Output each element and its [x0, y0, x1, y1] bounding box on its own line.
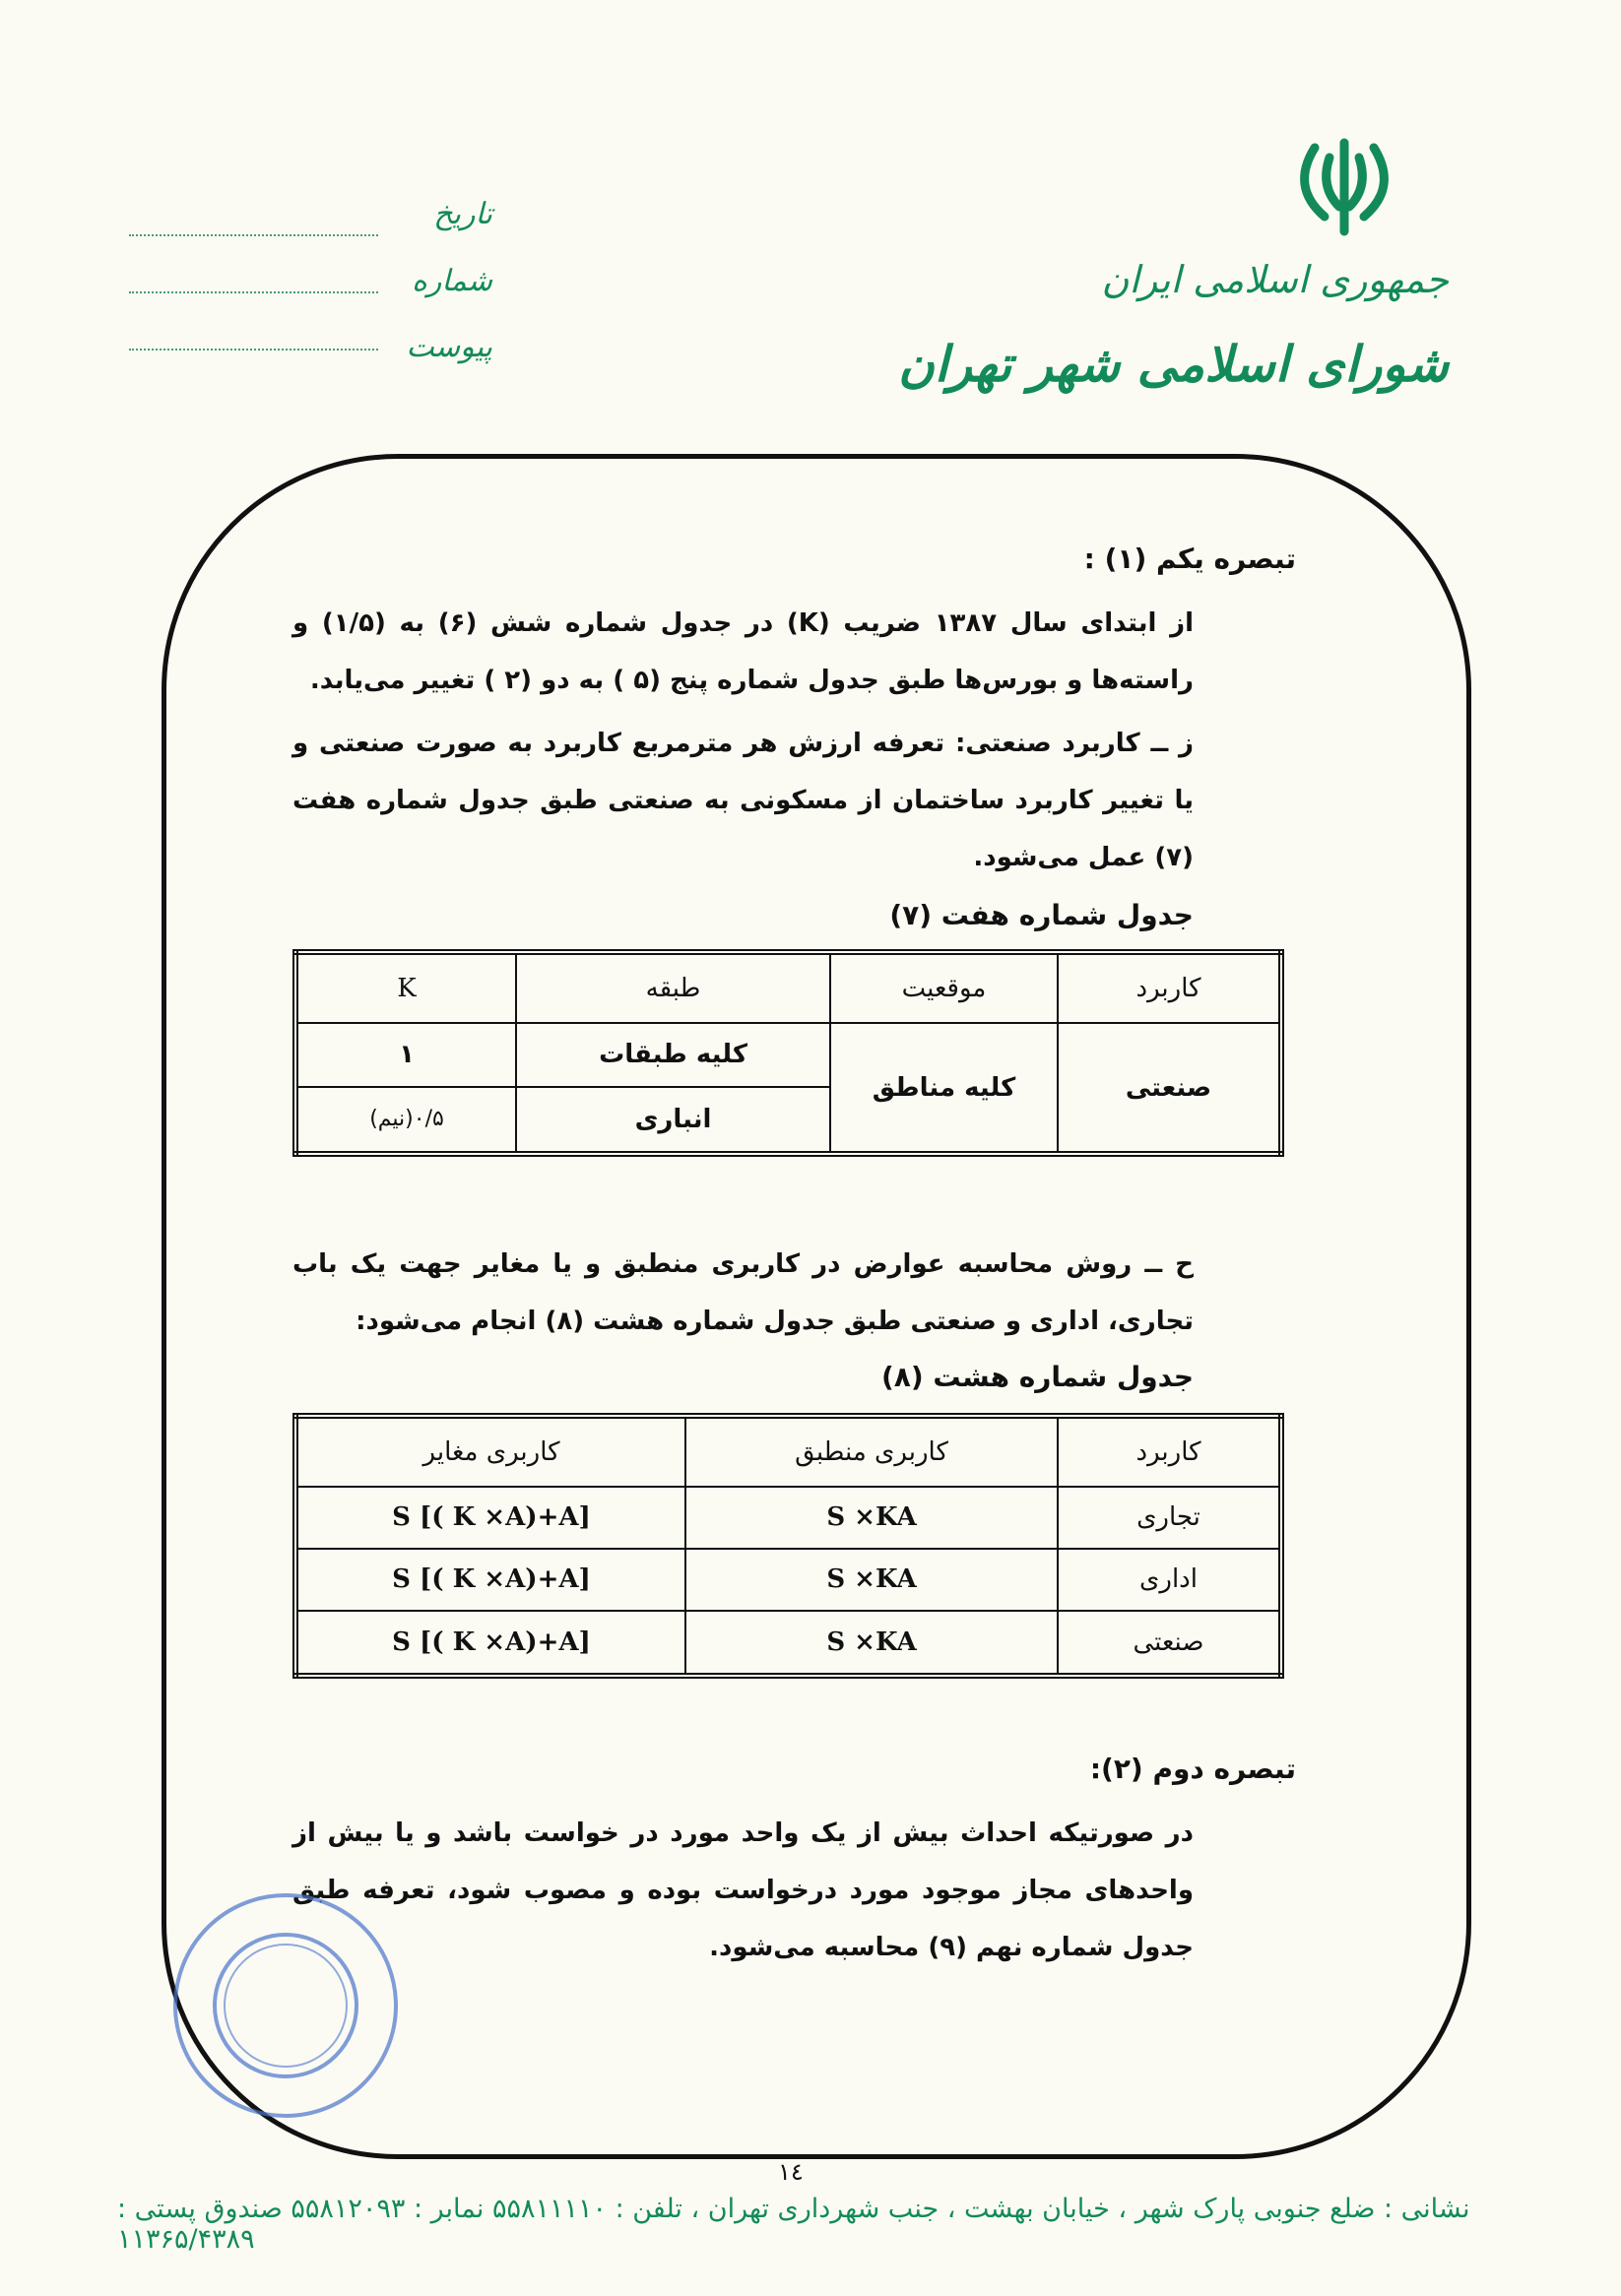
date-line	[129, 234, 378, 236]
mismatch-cell: S [( K ×A)+A]	[295, 1549, 685, 1611]
table-row	[295, 1023, 1281, 1087]
header-mismatch: کاربری مغایر	[295, 1416, 685, 1487]
usage-cell: صنعتی	[1058, 1023, 1281, 1154]
footer-address: نشانی : ضلع جنوبی پارک شهر ، خیابان بهشت ، جنب شهرداری تهران ، تلفن : ۵۵۸۱۱۱۱۰ نمابر : ۵۵۸۱۲۰۹۳ صندوق پستی : ۱۱۳۶۵/۴۳۸۹	[117, 2194, 1470, 2255]
council-name: شورای اسلامی شهر تهران	[898, 335, 1449, 393]
table-8	[292, 1413, 1284, 1679]
note2-title: تبصره دوم (۲):	[1089, 1753, 1296, 1785]
table7-title: جدول شماره هفت (۷)	[889, 899, 1194, 931]
match-cell: S ×KA	[685, 1611, 1058, 1676]
table-row	[295, 1549, 1281, 1611]
table8-title: جدول شماره هشت (۸)	[881, 1361, 1194, 1393]
usage-cell: صنعتی	[1058, 1611, 1281, 1676]
country-name: جمهوری اسلامی ایران	[1101, 258, 1449, 301]
k-cell: ۱	[295, 1023, 516, 1087]
header-location: موقعیت	[830, 952, 1058, 1023]
mismatch-cell: S [( K ×A)+A]	[295, 1487, 685, 1549]
floor-cell: انباری	[516, 1087, 830, 1154]
council-stamp	[167, 1887, 404, 2124]
header-usage: کاربرد	[1058, 1416, 1281, 1487]
header-k: K	[295, 952, 516, 1023]
header-match: کاربری منطبق	[685, 1416, 1058, 1487]
k-cell: ۰/۵(نیم)	[295, 1087, 516, 1154]
floor-cell: کلیه طبقات	[516, 1023, 830, 1087]
main-content	[292, 540, 1296, 1976]
section-h-paragraph: ح ــ روش محاسبه عوارض در کاربری منطبق و یا مغایر جهت یک باب تجاری، اداری و صنعتی طبق جدول شماره هشت (۸) انجام می‌شود:	[292, 1249, 1194, 1336]
usage-cell: تجاری	[1058, 1487, 1281, 1549]
note1-paragraph: از ابتدای سال ۱۳۸۷ ضریب (K) در جدول شماره شش (۶) به (۱/۵) و راسته‌ها و بورس‌ها طبق جدول شماره پنج (۵ ) به دو (۲ ) تغییر می‌یابد.	[292, 608, 1194, 695]
table-row	[295, 1611, 1281, 1676]
number-label: شماره	[412, 264, 492, 298]
header-usage: کاربرد	[1058, 952, 1281, 1023]
header-floor: طبقه	[516, 952, 830, 1023]
attachment-line	[129, 349, 378, 351]
mismatch-cell: S [( K ×A)+A]	[295, 1611, 685, 1676]
date-label: تاریخ	[433, 197, 492, 231]
note2-paragraph: در صورتیکه احداث بیش از یک واحد مورد در خواست باشد و یا بیش از واحدهای مجاز موجود مورد درخواست بوده و مصوب شود، تعرفه طبق جدول شماره نهم (۹) محاسبه می‌شود.	[292, 1818, 1194, 1962]
page-number: ۱٤	[778, 2158, 804, 2186]
table-7	[292, 949, 1284, 1157]
note1-title: تبصره یکم (۱) :	[1083, 542, 1296, 575]
iran-emblem-icon	[1285, 133, 1403, 241]
usage-cell: اداری	[1058, 1549, 1281, 1611]
section-z-paragraph: ز ــ کاربرد صنعتی: تعرفه ارزش هر مترمربع کاربرد به صورت صنعتی و یا تغییر کاربرد ساختمان از مسکونی به صنعتی طبق جدول شماره هفت (۷) عمل می‌شود.	[292, 729, 1194, 872]
number-line	[129, 291, 378, 293]
match-cell: S ×KA	[685, 1487, 1058, 1549]
location-cell: کلیه مناطق	[830, 1023, 1058, 1154]
table-row	[295, 1487, 1281, 1549]
match-cell: S ×KA	[685, 1549, 1058, 1611]
attachment-label: پیوست	[406, 330, 492, 364]
